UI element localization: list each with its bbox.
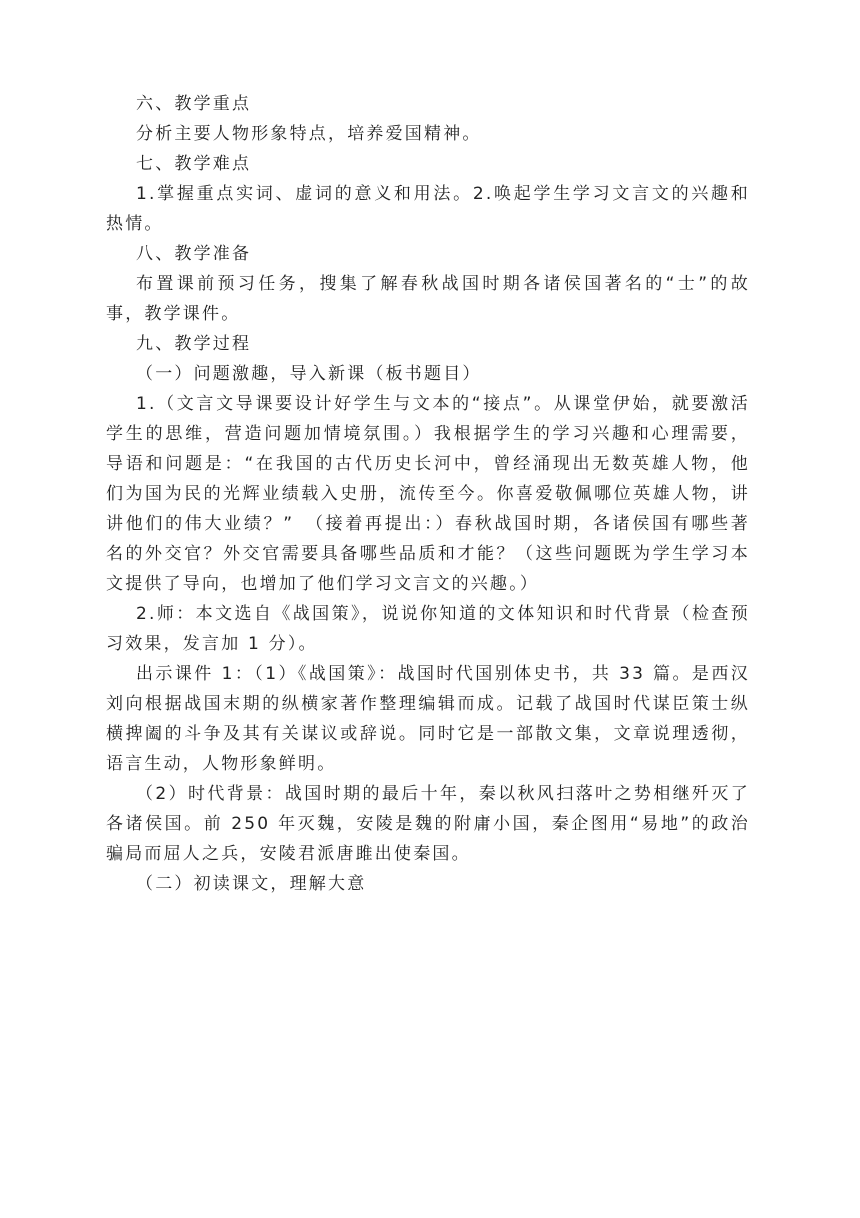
section-heading-key-points: 六、教学重点 — [136, 94, 252, 114]
paragraph-background: （2）时代背景：战国时期的最后十年，秦以秋风扫落叶之势相继歼灭了各诸侯国。前 250 年灭魏，安陵是魏的附庸小国，秦企图用“易地”的政治骗局而屈人之兵，安陵君派唐雎出使秦国。 — [106, 784, 750, 864]
section-heading-process: 九、教学过程 — [136, 334, 252, 354]
paragraph-intro-2: 2.师：本文选自《战国策》，说说你知道的文体知识和时代背景（检查预习效果，发言加 1 分）。 — [106, 604, 750, 654]
section-heading-preparation: 八、教学准备 — [136, 244, 252, 264]
paragraph-courseware-1: 出示课件 1：（1）《战国策》：战国时代国别体史书，共 33 篇。是西汉刘向根据战国末期的纵横家著作整理编辑而成。记载了战国时代谋臣策士纵横捭阖的斗争及其有关谋议或辞说。同时它是一部散文集，文章说理透彻，语言生动，人物形象鲜明。 — [106, 664, 750, 774]
paragraph-difficulties: 1.掌握重点实词、虚词的意义和用法。2.唤起学生学习文言文的兴趣和热情。 — [106, 184, 750, 234]
paragraph-key-points: 分析主要人物形象特点，培养爱国精神。 — [136, 124, 482, 144]
paragraph-preparation: 布置课前预习任务，搜集了解春秋战国时期各诸侯国著名的“士”的故事，教学课件。 — [106, 274, 750, 324]
paragraph-intro-1: 1.（文言文导课要设计好学生与文本的“接点”。从课堂伊始，就要激活学生的思维，营造问题加情境氛围。）我根据学生的学习兴趣和心理需要，导语和问题是：“在我国的古代历史长河中，曾经涌现出无数英雄人物，他们为国为民的光辉业绩载入史册，流传至今。你喜爱敬佩哪位英雄人物，讲讲他们的伟大业绩？” （接着再提出：）春秋战国时期，各诸侯国有哪些著名的外交官？外交官需要具备哪些品质和才能？（这些问题既为学生学习本文提供了导向，也增加了他们学习文言文的兴趣。） — [106, 394, 750, 594]
subsection-heading-first-reading: （二）初读课文，理解大意 — [136, 874, 367, 894]
document-page — [106, 89, 750, 899]
subsection-heading-intro: （一）问题激趣，导入新课（板书题目） — [136, 364, 482, 384]
section-heading-difficulties: 七、教学难点 — [136, 154, 252, 174]
